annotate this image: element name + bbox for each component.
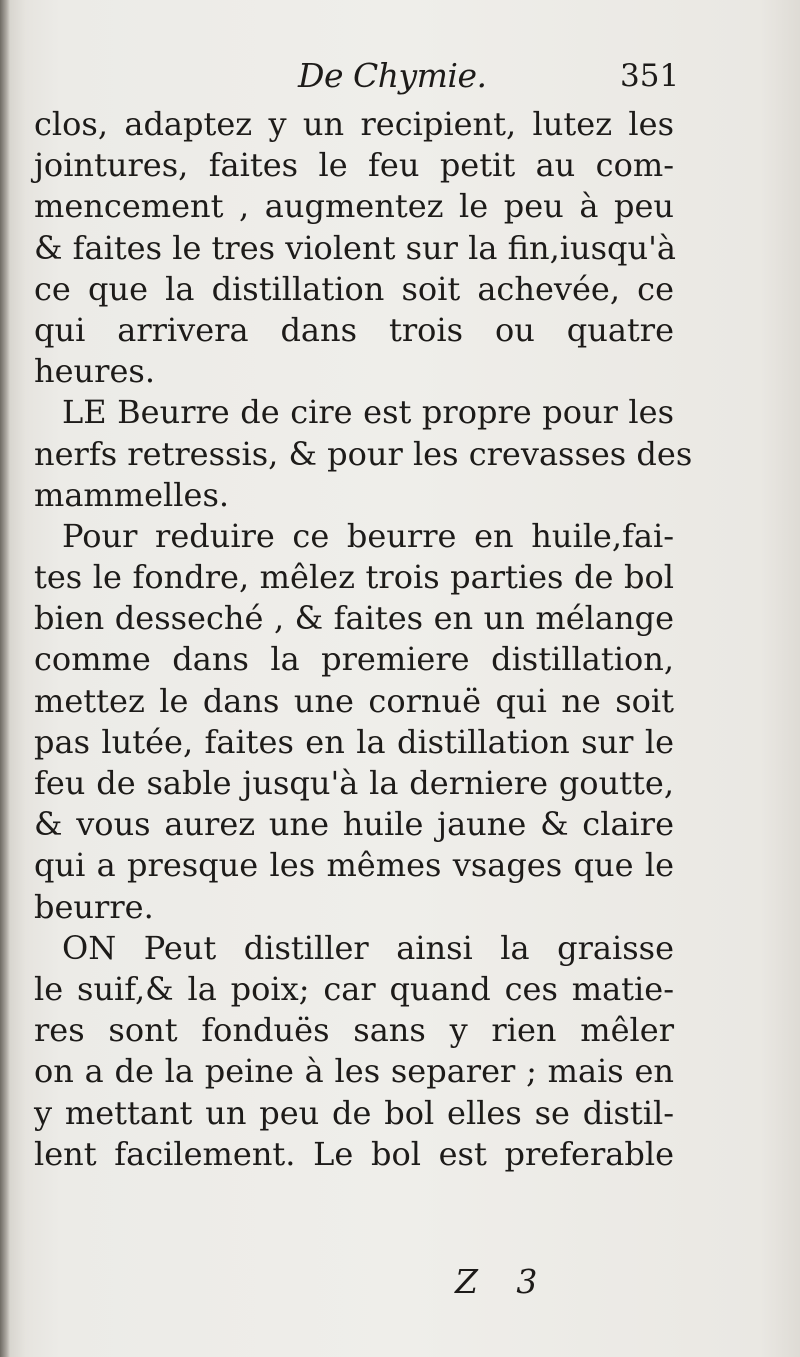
text-line: ON Peut distiller ainsi la graisse (62, 928, 674, 967)
text-line: clos, adaptez y un recipient, lutez les (34, 105, 674, 143)
text-line: le suif,& la poix; car quand ces matie- (34, 969, 674, 1008)
text-line: comme dans la premiere distillation, (34, 640, 674, 679)
text-line: on a de la peine à les separer ; mais en (34, 1052, 674, 1091)
page-number: 351 (620, 58, 680, 94)
text-line: Pour reduire ce beurre en huile,fai- (62, 516, 674, 555)
text-line: pas lutée, faites en la distillation sur le (34, 722, 674, 761)
text-line: qui a presque les mêmes vsages que le (34, 846, 674, 885)
text-line: bien desseché , & faites en un mélange (34, 599, 674, 638)
binding-gutter (0, 0, 10, 1357)
text-line: nerfs retressis, & pour les crevasses des (34, 434, 693, 473)
text-line: jointures, faites le feu petit au com- (34, 146, 674, 185)
text-line: LE Beurre de cire est propre pour les (62, 393, 674, 432)
text-line: & vous aurez une huile jaune & claire (34, 805, 674, 844)
text-line: beurre. (34, 887, 154, 926)
text-line: feu de sable jusqu'à la derniere goutte, (34, 764, 674, 802)
text-line: heures. (34, 352, 155, 391)
page-header (0, 54, 800, 104)
text-line: mammelles. (34, 475, 230, 514)
text-line: & faites le tres violent sur la fin,iusqu'à (34, 228, 676, 267)
text-line: mettez le dans une cornuë qui ne soit (34, 681, 674, 720)
text-line: tes le fondre, mêlez trois parties de bol (34, 558, 674, 597)
text-line: res sont fonduës sans y rien mêler (34, 1011, 674, 1050)
signature-mark: Z 3 (455, 1262, 552, 1301)
text-line: qui arrivera dans trois ou quatre (34, 310, 674, 349)
text-line: ce que la distillation soit achevée, ce (34, 269, 674, 308)
text-line: y mettant un peu de bol elles se distil- (34, 1093, 674, 1132)
text-line: mencement , augmentez le peu à peu (34, 187, 674, 226)
text-line: lent facilement. Le bol est preferable (34, 1134, 674, 1173)
body-text (34, 104, 693, 1175)
running-title: De Chymie. (298, 56, 487, 95)
